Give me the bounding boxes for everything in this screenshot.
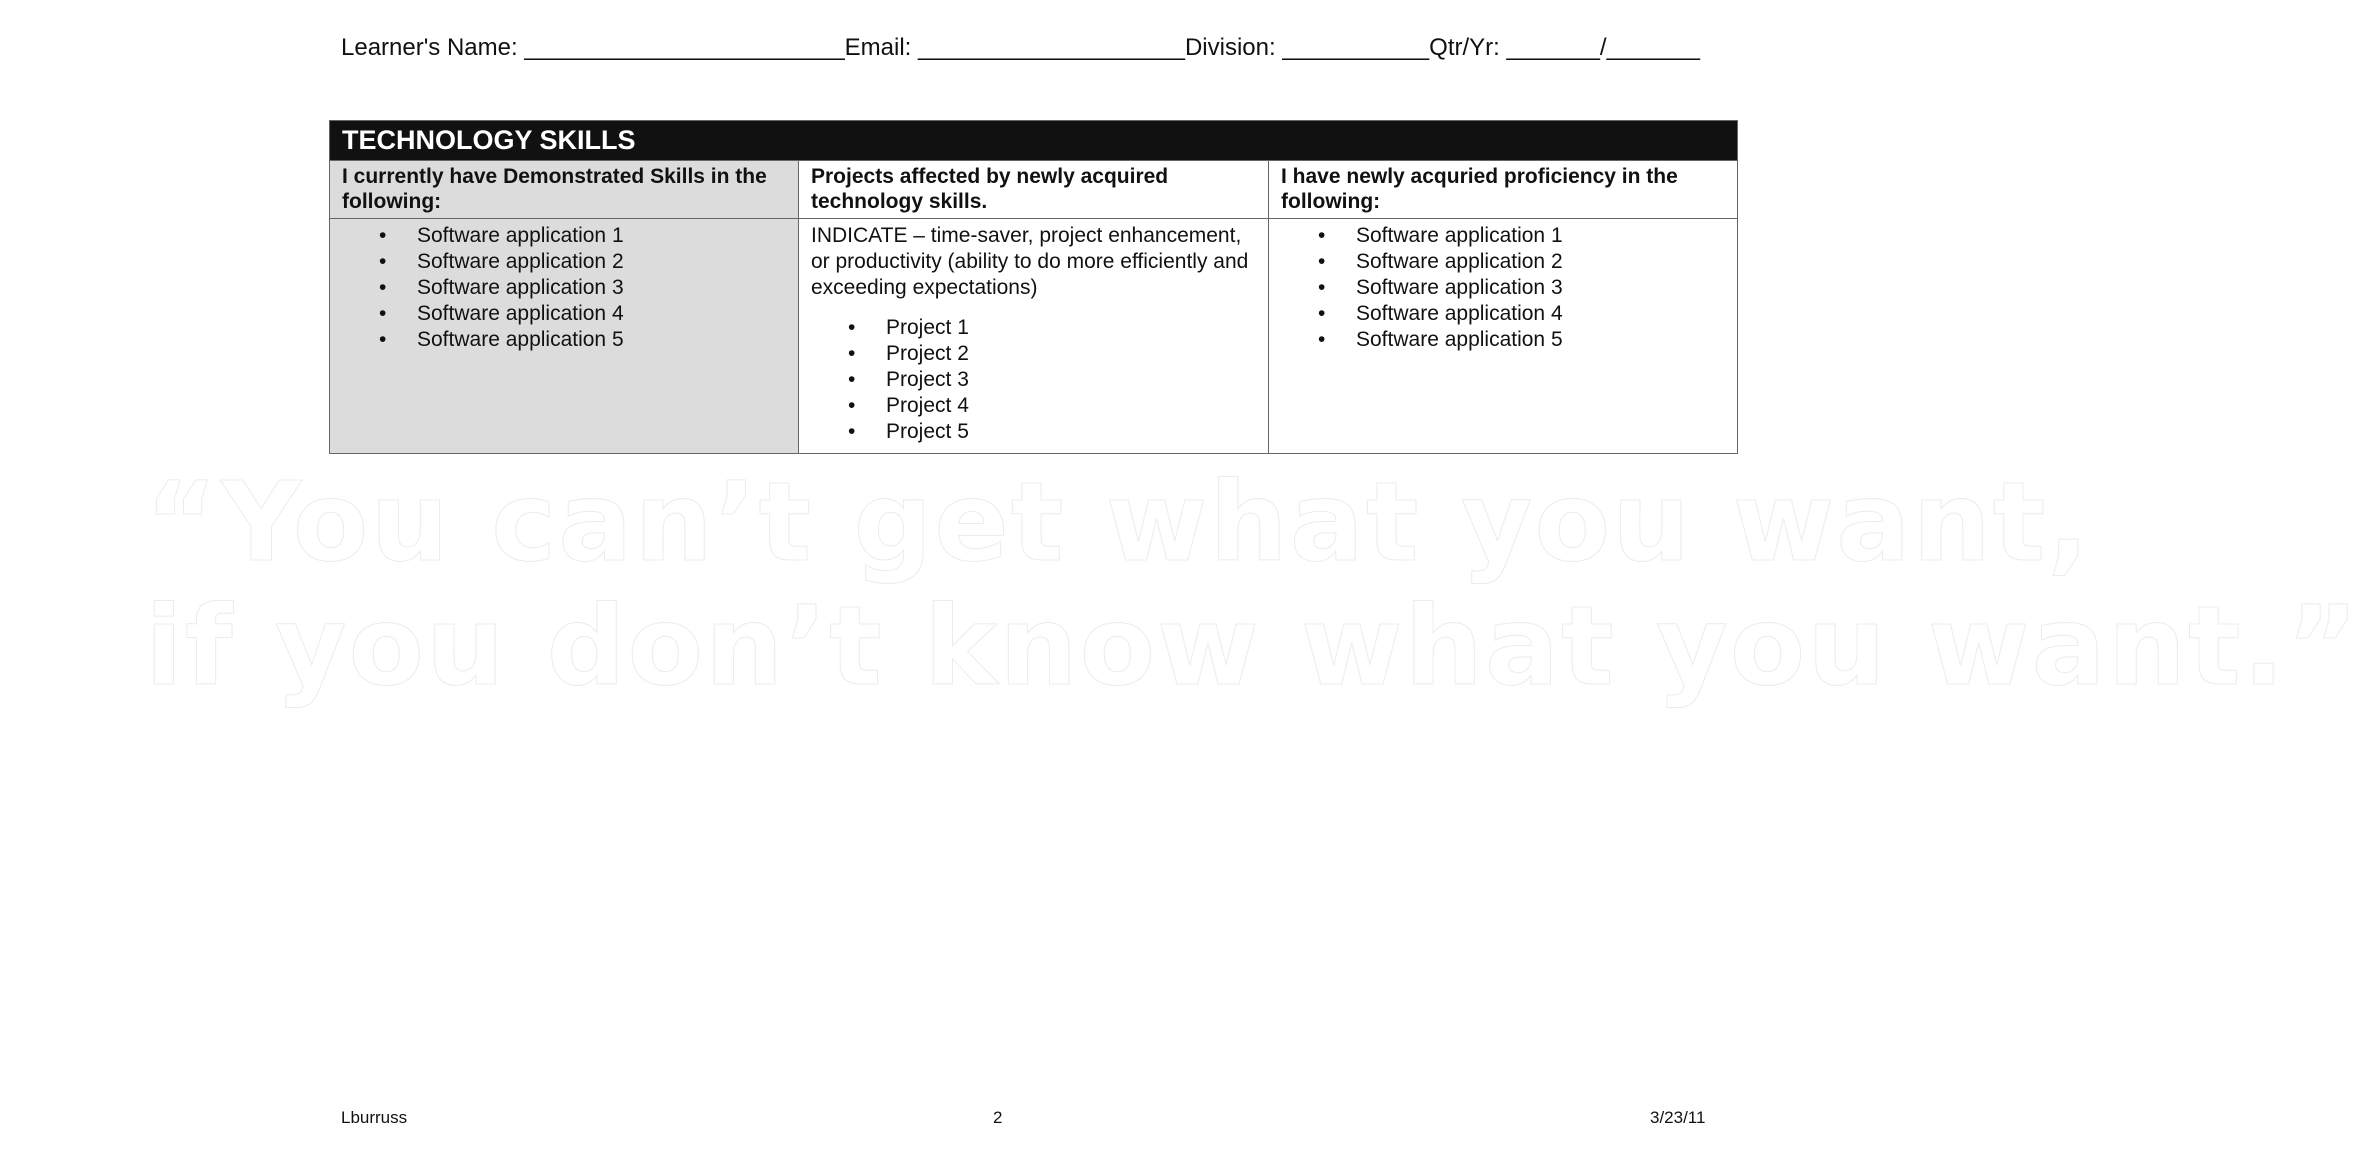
column-heading-projects: Projects affected by newly acquired technology skills. [799,161,1269,219]
quote-watermark-line-1: “You can’t get what you want, [145,458,2092,586]
current-skills-cell [330,219,799,454]
list-item: • Project 2 [811,341,1256,367]
list-item: • Project 5 [811,419,1256,445]
list-item: • Software application 5 [342,327,786,353]
list-item: • Project 3 [811,367,1256,393]
list-item: • Project 4 [811,393,1256,419]
quote-watermark-line-2: if you don’t know what you want.” [145,582,2361,710]
projects-instructions: INDICATE – time-saver, project enhancement, or productivity (ability to do more efficiently and exceeding expectations) [811,224,1249,299]
new-proficiency-list [1281,223,1725,353]
table-title: TECHNOLOGY SKILLS [330,121,1738,161]
list-item: • Software application 1 [1281,223,1725,249]
list-item: • Software application 2 [342,249,786,275]
footer-page-number: 2 [993,1108,1003,1127]
technology-skills-table [329,120,1738,454]
projects-cell [799,219,1269,454]
list-item: • Software application 5 [1281,327,1725,353]
column-heading-new-proficiency: I have newly acquried proficiency in the following: [1269,161,1738,219]
column-heading-current-skills: I currently have Demonstrated Skills in the following: [330,161,799,219]
list-item: • Software application 4 [1281,301,1725,327]
list-item: • Software application 4 [342,301,786,327]
list-item: • Software application 2 [1281,249,1725,275]
projects-list [811,315,1256,445]
list-item: • Software application 3 [342,275,786,301]
list-item: • Software application 3 [1281,275,1725,301]
new-proficiency-cell [1269,219,1738,454]
list-item: • Project 1 [811,315,1256,341]
current-skills-list [342,223,786,353]
footer-date: 3/23/11 [1650,1108,1706,1127]
footer-author: Lburruss [341,1108,408,1127]
list-item: • Software application 1 [342,223,786,249]
learner-info-line: Learner's Name: ________________________Email: ____________________Division: ___________Qtr/Yr: _______/_______ [341,34,1701,61]
